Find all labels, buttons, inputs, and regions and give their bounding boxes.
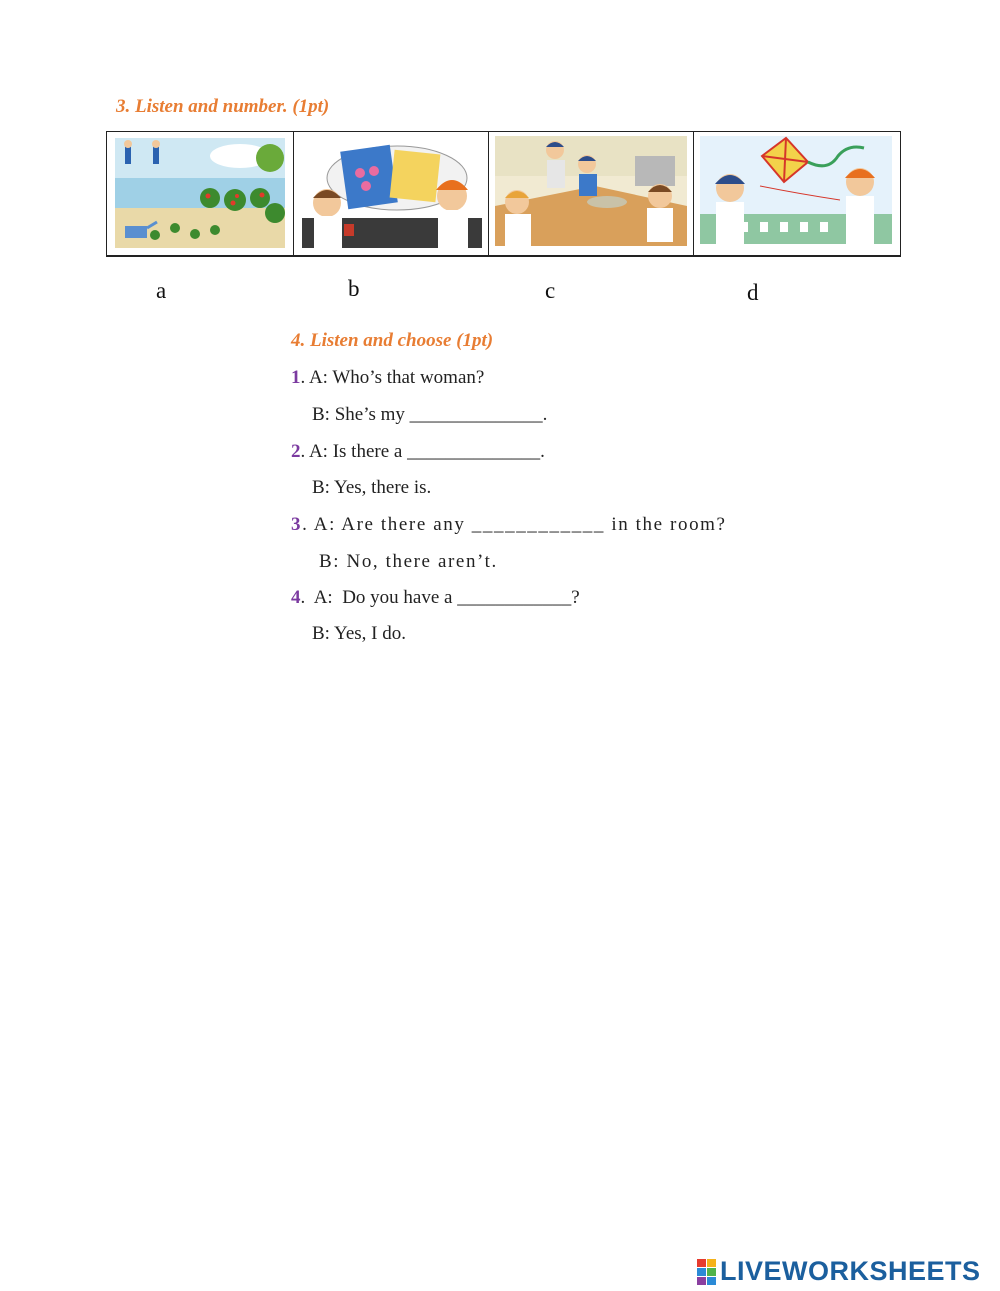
question-number: 1 [291,367,301,388]
kite-illustration [700,136,892,244]
option-label-a: a [156,278,167,303]
kitchen-illustration [495,136,687,246]
picture-table [106,131,901,257]
picture-b [294,132,489,255]
picture-d [694,132,900,255]
question-1-b: B: She’s my ______________. [312,404,548,425]
question-number: 3 [291,514,303,535]
question-text: . A: Who’s that woman? [300,367,485,388]
question-text: . A: Is there a ______________. [300,441,545,462]
art-class-illustration [302,138,482,248]
question-2-b: B: Yes, there is. [312,477,432,498]
question-2-a [291,441,545,463]
section-4-title: 4. Listen and choose (1pt) [291,330,494,351]
question-3-a [291,514,727,536]
liveworksheets-logo[interactable] [697,1256,981,1287]
question-3-b: B: No, there aren’t. [319,551,498,572]
question-text: . A: Do you have a ____________? [300,587,580,608]
question-4-a [291,587,580,609]
question-1-a [291,367,484,389]
logo-blocks-icon [697,1259,716,1285]
picture-a [107,132,294,255]
logo-text: LIVEWORKSHEETS [720,1256,981,1286]
question-4-b: B: Yes, I do. [312,623,406,644]
option-label-c: c [545,278,556,303]
garden-illustration [115,138,285,248]
question-number: 4 [291,587,301,608]
option-label-b: b [348,276,360,301]
picture-c [489,132,694,255]
question-text: . A: Are there any ____________ in the room? [302,514,727,535]
question-number: 2 [291,441,301,462]
section-3-title: 3. Listen and number. (1pt) [116,96,330,117]
option-label-d: d [747,280,759,305]
